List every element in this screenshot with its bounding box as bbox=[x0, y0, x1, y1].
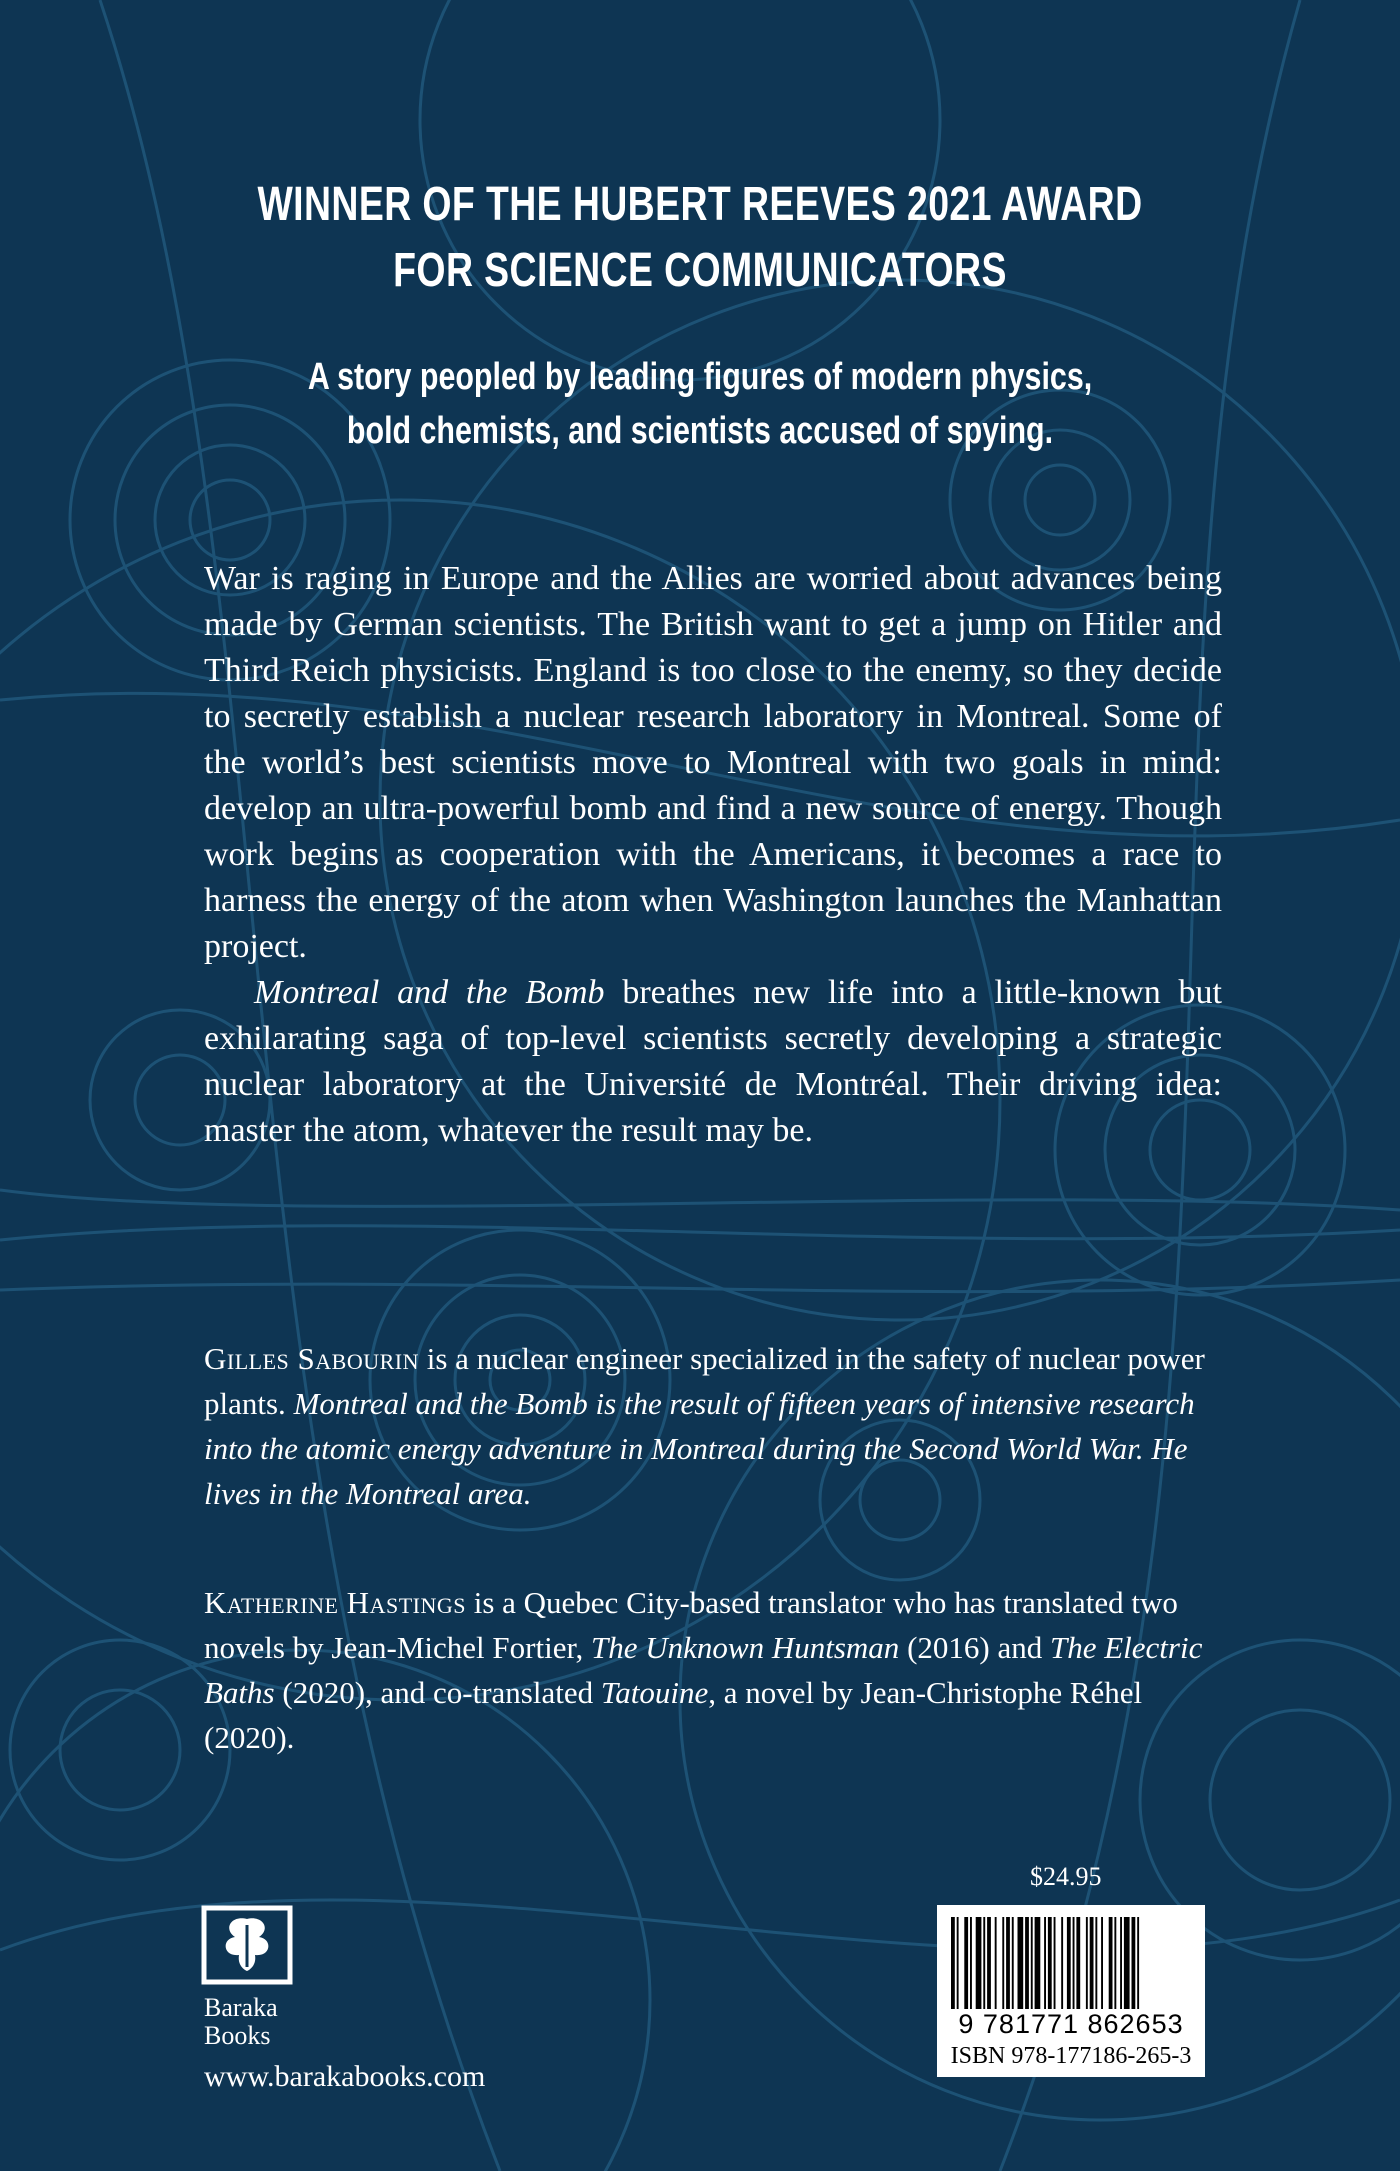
barcode-bar bbox=[1012, 1917, 1014, 2009]
translated-title-3: Tatouine bbox=[600, 1675, 709, 1710]
publisher-name bbox=[204, 1994, 278, 2050]
tagline-line-1: A story peopled by leading figures of modern physics, bbox=[307, 356, 1093, 398]
barcode-bar bbox=[970, 1917, 972, 2009]
barcode-bar bbox=[1114, 1917, 1116, 2009]
isbn: ISBN 978-177186-265-3 bbox=[950, 2043, 1192, 2069]
barcode-bar bbox=[951, 1917, 955, 2009]
translator-bio-text-2: (2016) and bbox=[899, 1630, 1050, 1665]
tagline-line-2: bold chemists, and scientists accused of spying. bbox=[346, 410, 1054, 452]
translator-bio-text-4: , a novel by Jean-Christophe Réhel (2020). bbox=[204, 1675, 1143, 1755]
author-bio-italic: Montreal and the Bomb is the result of fifteen years of intensive research into the atomic energy adventure in Montreal during the Second World War. He lives in the Montreal area. bbox=[204, 1386, 1195, 1511]
barcode-bar bbox=[1054, 1917, 1056, 2009]
barcode-bar bbox=[976, 1917, 982, 2009]
translated-title-1: The Unknown Huntsman bbox=[591, 1630, 900, 1665]
translated-title-2: The Electric Baths bbox=[204, 1630, 1203, 1710]
translator-name: Katherine Hastings bbox=[204, 1585, 466, 1620]
barcode-digits: 9 781771 862653 bbox=[958, 2009, 1184, 2039]
barcode-bar bbox=[1090, 1917, 1094, 2009]
author-bio bbox=[204, 1336, 1222, 1516]
barcode-bar bbox=[1086, 1917, 1088, 2009]
barcode-bar bbox=[1137, 1917, 1139, 2009]
book-title: Montreal and the Bomb bbox=[254, 974, 605, 1011]
barcode-bars bbox=[949, 1917, 1193, 2009]
barcode-bar bbox=[1031, 1917, 1033, 2009]
synopsis-paragraph-1: War is raging in Europe and the Allies are worried about advances being made by German scientists. The British want to get a jump on Hitler and Third Reich physicists. England is too close to the enemy, so they decide to secretly establish a nuclear research laboratory in Montreal. Some of the world’s best scientists move to Montreal with two goals in mind: develop an ultra-powerful bomb and find a new source of energy. Though work begins as cooperation with the Americans, it becomes a race to harness the energy of the atom when Washington launches the Manhattan project. bbox=[204, 560, 1222, 965]
author-bio-text: is a nuclear engineer specialized in the safety of nuclear power plants. bbox=[204, 1341, 1205, 1421]
publisher-line-1: Baraka bbox=[204, 1993, 278, 2022]
barcode-bar bbox=[983, 1917, 985, 2009]
barcode-bar bbox=[1124, 1917, 1130, 2009]
synopsis bbox=[204, 556, 1222, 1154]
price: $24.95 bbox=[1030, 1862, 1102, 1891]
translator-bio-text-3: (2020), and co-translated bbox=[274, 1675, 601, 1710]
barcode-bar bbox=[1006, 1917, 1010, 2009]
barcode-bar bbox=[1025, 1917, 1029, 2009]
barcode-bar bbox=[1120, 1917, 1122, 2009]
translator-bio bbox=[204, 1580, 1222, 1760]
barcode-bar bbox=[1076, 1917, 1080, 2009]
award-line-1: WINNER OF THE HUBERT REEVES 2021 AWARD bbox=[257, 178, 1143, 231]
award-line-2: FOR SCIENCE COMMUNICATORS bbox=[393, 244, 1007, 297]
barcode-bar bbox=[964, 1917, 968, 2009]
barcode-bar bbox=[1061, 1917, 1063, 2009]
barcode-bar bbox=[1132, 1917, 1136, 2009]
barcode-bar bbox=[1109, 1917, 1113, 2009]
synopsis-paragraph-2 bbox=[204, 970, 1222, 1154]
synopsis-paragraph-2-text: breathes new life into a little-known but exhilarating saga of top-level scientists secretly developing a strategic nuclear laboratory at the Université de Montréal. Their driving idea: master the atom, whatever the result may be. bbox=[204, 974, 1222, 1149]
barcode bbox=[937, 1905, 1205, 2077]
translator-bio-text-1: is a Quebec City-based translator who has translated two novels by Jean-Michel Fortier, bbox=[204, 1585, 1178, 1665]
author-name: Gilles Sabourin bbox=[204, 1341, 419, 1376]
publisher-website: www.barakabooks.com bbox=[204, 2060, 486, 2093]
barcode-bar bbox=[1035, 1917, 1041, 2009]
baraka-books-logo-icon bbox=[201, 1905, 293, 1985]
barcode-bar bbox=[1073, 1917, 1075, 2009]
barcode-bar bbox=[987, 1917, 991, 2009]
barcode-bar bbox=[1095, 1917, 1097, 2009]
barcode-bar bbox=[1018, 1917, 1024, 2009]
award-heading bbox=[154, 172, 1246, 304]
publisher-line-2: Books bbox=[204, 2021, 271, 2050]
barcode-bar bbox=[1002, 1917, 1004, 2009]
barcode-bar bbox=[1067, 1917, 1071, 2009]
barcode-bar bbox=[995, 1917, 997, 2009]
barcode-bar bbox=[1101, 1917, 1103, 2009]
barcode-bar bbox=[957, 1917, 959, 2009]
tagline bbox=[140, 350, 1260, 458]
barcode-bar bbox=[1044, 1917, 1046, 2009]
barcode-bar bbox=[1048, 1917, 1052, 2009]
